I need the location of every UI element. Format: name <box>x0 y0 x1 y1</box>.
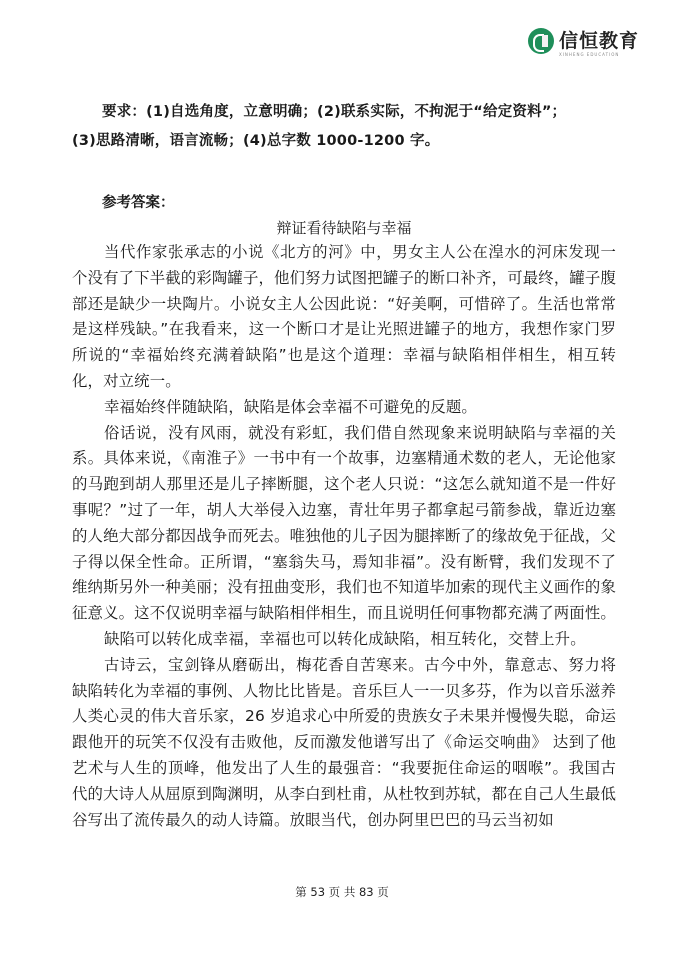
paragraph-3: 俗话说，没有风雨，就没有彩虹，我们借自然现象来说明缺陷与幸福的关系。具体来说，《南淮子》一书中有一个故事，边塞精通术数的老人，无论他家的马跑到胡人那里还是儿子摔断腿，这个老人只说：“这怎么就知道不是一件好事呢？”过了一年，胡人大举侵入边塞，青壮年男子都拿起弓箭参战，靠近边塞的人绝大部分都因战争而死去。唯独他的儿子因为腿摔断了的缘故免于征战，父子得以保全性命。正所谓，“塞翁失马，焉知非福”。没有断臂，我们发现不了维纳斯另外一种美丽；没有扭曲变形，我们也不知道毕加索的现代主义画作的象征意义。这不仅说明幸福与缺陷相伴相生，而且说明任何事物都充满了两面性。 <box>72 423 616 623</box>
document-body <box>72 98 616 833</box>
requirements <box>72 98 616 156</box>
paragraph-2: 幸福始终伴随缺陷，缺陷是体会幸福不可避免的反题。 <box>104 397 477 416</box>
logo-text: 信恒教育 <box>559 30 640 52</box>
logo-icon <box>528 28 554 54</box>
logo-subtitle: XINHENG EDUCATION <box>559 52 620 57</box>
essay-title: 辩证看待缺陷与幸福 <box>276 219 412 237</box>
page-number: 第 53 页 共 83 页 <box>295 885 389 899</box>
requirements-line-1: 要求：(1)自选角度，立意明确；(2)联系实际，不拘泥于“给定资料”； <box>102 104 567 120</box>
paragraph-1: 当代作家张承志的小说《北方的河》中，男女主人公在湟水的河床发现一个没有了下半截的彩陶罐子，他们努力试图把罐子的断口补齐，可最终，罐子腹部还是缺少一块陶片。小说女主人公因此说：“好美啊，可惜碎了。生活也常常是这样残缺。”在我看来，这一个断口才是让光照进罐子的地方，我想作家门罗所说的“幸福始终充满着缺陷”也是这个道理：幸福与缺陷相伴相生，相互转化，对立统一。 <box>72 243 616 390</box>
paragraph-4: 缺陷可以转化成幸福，幸福也可以转化成缺陷，相互转化，交替上升。 <box>104 629 586 648</box>
requirements-line-2: (3)思路清晰，语言流畅；(4)总字数 1000-1200 字。 <box>72 133 440 149</box>
answer-label: 参考答案： <box>102 195 175 211</box>
brand-logo <box>528 28 640 57</box>
paragraph-5: 古诗云，宝剑锋从磨砺出，梅花香自苦寒来。古今中外，靠意志、努力将缺陷转化为幸福的事例、人物比比皆是。音乐巨人一一贝多芬，作为以音乐滋养人类心灵的伟大音乐家，26 岁追求心中所爱的贵族女子未果并慢慢失聪，命运跟他开的玩笑不仅没有击败他，反而激发他谱写出了《命运交响曲》 达到了他艺术与人生的顶峰，他发出了人生的最强音：“我要扼住命运的咽喉”。我国古代的大诗人从屈原到陶渊明，从李白到杜甫，从杜牧到苏轼，都在自己人生最低谷写出了流传最久的动人诗篇。放眼当代，创办阿里巴巴的马云当初如 <box>72 655 616 829</box>
